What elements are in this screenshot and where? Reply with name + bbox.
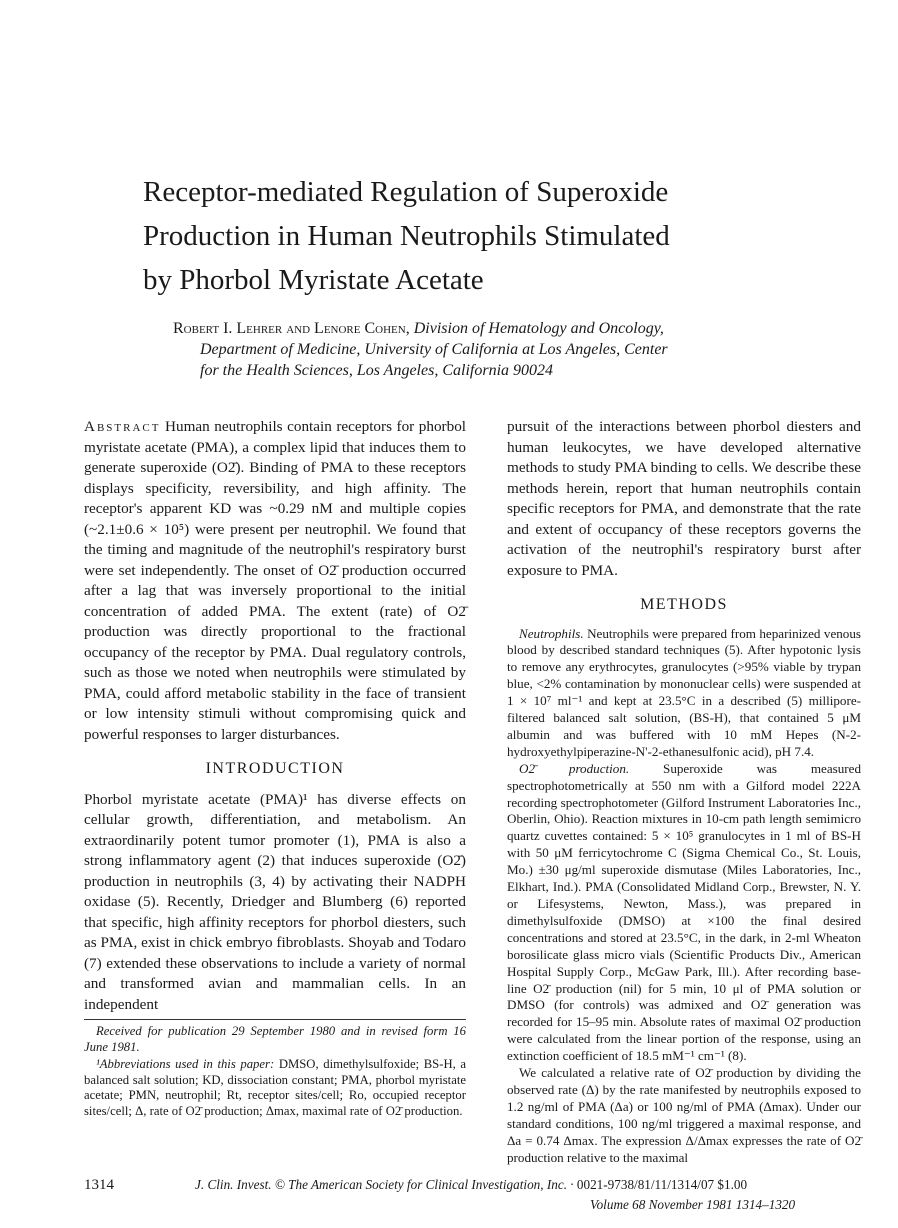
neutrophils-text: Neutrophils were prepared from heparinized venous blood by described standard techniques (5). After hypotonic lysis to remove any erythrocytes, granulocytes (>95% viable by trypan blue, <2% contamination by mononuclear cells) were suspended at 1 × 10⁷ ml⁻¹ and kept at 23.5°C in a described (5) millipore-filtered balanced salt solution, (BS-H), that contained 5 μM albumin and was buffered with 10 mM Hepes (N-2-hydroxyethylpiperazine-N'-2-ethanesulfonic acid), pH 7.4. bbox=[507, 625, 861, 759]
relative-rate-paragraph: We calculated a relative rate of O2̄ production by dividing the observed rate (Δ) by the rate manifested by neutrophils exposed to 1.2 ng/ml of PMA (Δa) or 100 ng/ml of PMA (Δmax). Under our standard conditions, 100 ng/ml triggered a maximal response, and Δa = 0.74 Δmax. The expression Δ/Δmax expresses the rate of O2̄ production relative to the maximal bbox=[507, 1065, 861, 1165]
abstract-text: Human neutrophils contain receptors for phorbol myristate acetate (PMA), a complex lipid that induces them to generate superoxide (O2̄). Binding of PMA to these receptors displays specificity, reversibility, and high affinity. The receptor's apparent KD was ~0.29 nM and multiple copies (~2.1±0.6 × 10⁵) were present per neutrophil. We found that the timing and magnitude of the neutrophil's respiratory burst were set independently. The onset of O2̄ production occurred after a lag that was inversely proportional to the initial concentration of added PMA. The extent (rate) of O2̄ production was directly proportional to the fractional occupancy of the receptor by PMA. Dual regulatory controls, such as those we noted when neutrophils were stimulated by PMA, could afford metabolic stability in the face of transient or low intensity stimuli without compromising quick and powerful responses to larger disturbances. bbox=[84, 418, 467, 743]
abstract bbox=[84, 417, 466, 745]
paper-title bbox=[143, 170, 843, 302]
affiliation-line: for the Health Sciences, Los Angeles, California 90024 bbox=[200, 362, 554, 379]
author-names: Robert I. Lehrer and Lenore Cohen, bbox=[173, 320, 410, 337]
o2-runin: O2̄ production. bbox=[519, 760, 630, 776]
introduction-text: Phorbol myristate acetate (PMA)¹ has diverse effects on cellular growth, differentiation, and metabolism. An extraordinarily potent tumor promoter (1), PMA is also a strong inflammatory agent (2) that induces superoxide (O2̄) production in neutrophils (3, 4) by activating their NADPH oxidase (5). Recently, Driedger and Blumberg (6) reported that specific, high affinity receptors for phorbol diesters, such as PMA, exist in chick embryo fibroblasts. Shoyab and Todaro (7) extended these observations to include a variety of normal and transformed avian and mammalian cells. In an independent bbox=[84, 790, 466, 1013]
abstract-label: Abstract bbox=[84, 418, 161, 435]
title-line: Receptor-mediated Regulation of Superoxide bbox=[143, 176, 669, 208]
received-note: Received for publication 29 September 1980 and in revised form 16 June 1981. bbox=[84, 1024, 466, 1054]
abbreviations-note bbox=[84, 1057, 466, 1119]
neutrophils-paragraph bbox=[507, 626, 861, 761]
left-column bbox=[84, 417, 466, 1015]
issn: 0021-9738/81/11/1314/07 $1.00 bbox=[576, 1177, 748, 1192]
methods-body bbox=[507, 626, 861, 1167]
methods-heading: METHODS bbox=[640, 596, 728, 613]
affiliation-line: Department of Medicine, University of California at Los Angeles, Center bbox=[200, 341, 668, 358]
title-line: by Phorbol Myristate Acetate bbox=[143, 264, 484, 296]
affiliation-line: Division of Hematology and Oncology, bbox=[413, 320, 664, 337]
journal-citation bbox=[195, 1177, 747, 1193]
right-column bbox=[507, 417, 861, 1167]
author-block bbox=[173, 318, 853, 381]
abbreviations-text: DMSO, dimethylsulfoxide; BS-H, a balanced salt solution; KD, dissociation constant; PMA, phorbol myristate acetate; PMN, neutrophil; Rt, receptor sites/cell; Ro, occupied receptor sites/cell; Δ, rate of O2̄ production; Δmax, maximal rate of O2̄ production. bbox=[84, 1057, 467, 1118]
o2-paragraph bbox=[507, 761, 861, 1065]
footnote-rule bbox=[84, 1019, 466, 1020]
introduction-heading: INTRODUCTION bbox=[205, 760, 345, 777]
abbreviations-label: ¹Abbreviations used in this paper: bbox=[96, 1057, 275, 1071]
o2-text: Superoxide was measured spectrophotometrically at 550 nm with a Gilford model 222A recording spectrophotometer (Gilford Instrument Laboratories Inc., Oberlin, Ohio). Reaction mixtures in 10-cm path length semimicro quartz cuvettes contained: 5 × 10⁵ granulocytes in 1 ml of BS-H with 50 μM ferricytochrome C (Sigma Chemical Co., St. Louis, Mo.) ±30 μg/ml superoxide dismutase (Miles Laboratories, Inc., Elkhart, Ind.). PMA (Consolidated Midland Corp., Brewster, N. Y. or Lifesystems, Newton, Mass.), was prepared in dimethylsulfoxide (DMSO) at ×100 the final desired concentrations and stored at 23.5°C, in the dark, in 2-ml Wheaton borosilicate glass micro vials (Scientific Products Div., American Hospital Supply Corp., McGaw Park, Ill.). After recording base-line O2̄ production (nil) for 5 min, 10 μl of PMA solution or DMSO (for controls) was admixed and O2̄ generation was recorded for 15–95 min. Absolute rates of maximal O2̄ production were calculated from the linear portion of the response, using an extinction coefficient of 18.5 mM⁻¹ cm⁻¹ (8). bbox=[507, 760, 861, 1064]
volume-info: Volume 68 November 1981 1314–1320 bbox=[590, 1197, 796, 1212]
neutrophils-runin: Neutrophils. bbox=[519, 625, 584, 641]
page-number: 1314 bbox=[84, 1177, 114, 1193]
introduction-continued: pursuit of the interactions between phorbol diesters and human leukocytes, we have developed alternative methods to study PMA binding to cells. We describe these methods herein, report that human neutrophils contain specific receptors for PMA, and demonstrate that the rate and extent of occupancy of these receptors governs the activation of the neutrophil's respiratory burst after exposure to PMA. bbox=[507, 418, 861, 579]
title-line: Production in Human Neutrophils Stimulated bbox=[143, 220, 670, 252]
footnotes bbox=[84, 1019, 466, 1121]
journal-name: J. Clin. Invest. © The American Society for Clinical Investigation, Inc. · bbox=[195, 1177, 577, 1192]
